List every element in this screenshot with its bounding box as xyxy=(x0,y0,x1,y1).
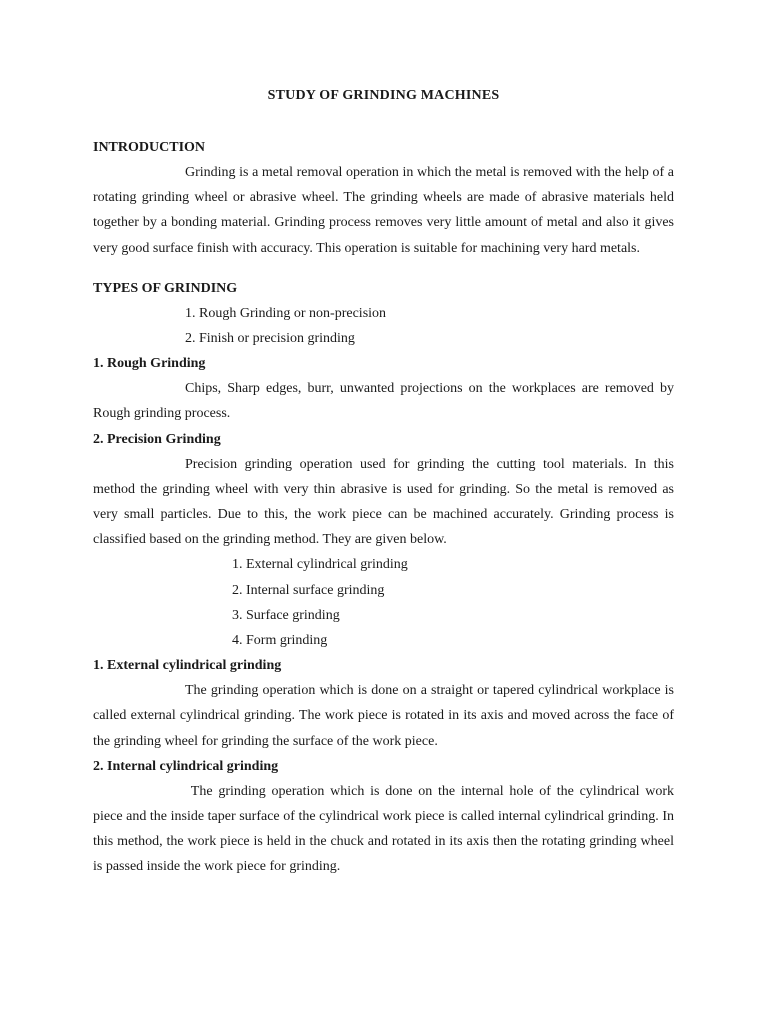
page-title: STUDY OF GRINDING MACHINES xyxy=(267,88,500,103)
internal-grinding-heading: 2. Internal cylindrical grinding xyxy=(93,758,279,774)
rough-grinding-paragraph: Chips, Sharp edges, burr, unwanted projections on the workplaces are removed by Rough grinding process. xyxy=(93,381,674,422)
intro-heading: INTRODUCTION xyxy=(93,140,206,155)
list-item: 3. Surface grinding xyxy=(232,607,340,623)
rough-grinding-heading: 1. Rough Grinding xyxy=(93,356,206,372)
intro-paragraph: Grinding is a metal removal operation in which the metal is removed with the help of a rotating grinding wheel or abrasive wheel. The grinding wheels are made of abrasive materials held together by a bonding material. Grinding process removes very little amount of metal and also it gives very good surface finish with accuracy. This operation is suitable for machining very hard metals. xyxy=(93,165,674,256)
external-grinding-paragraph: The grinding operation which is done on a straight or tapered cylindrical workplace is called external cylindrical grinding. The work piece is rotated in its axis and moved across the face of the grinding wheel for grinding the surface of the work piece. xyxy=(93,683,674,749)
list-item: 2. Finish or precision grinding xyxy=(185,331,355,347)
types-list xyxy=(93,301,674,351)
list-item: 1. Rough Grinding or non-precision xyxy=(185,305,387,321)
list-item: 1. External cylindrical grinding xyxy=(232,557,408,573)
precision-grinding-heading: 2. Precision Grinding xyxy=(93,431,221,447)
document-page xyxy=(93,86,678,880)
external-grinding-heading: 1. External cylindrical grinding xyxy=(93,658,282,674)
grinding-methods-list xyxy=(93,552,674,653)
internal-grinding-paragraph: The grinding operation which is done on the internal hole of the cylindrical work piece and the inside taper surface of the cylindrical work piece is called internal cylindrical grinding. In this method, the work piece is held in the chuck and rotated in its axis then the rotating grinding wheel is passed inside the work piece for grinding. xyxy=(93,783,678,875)
precision-grinding-paragraph: Precision grinding operation used for grinding the cutting tool materials. In this method the grinding wheel with very thin abrasive is used for grinding. So the metal is removed as very small particles. Due to this, the work piece can be machined accurately. Grinding process is classified based on the grinding method. They are given below. xyxy=(93,456,674,548)
list-item: 2. Internal surface grinding xyxy=(232,582,385,598)
list-item: 4. Form grinding xyxy=(232,633,328,649)
types-heading: TYPES OF GRINDING xyxy=(93,280,238,296)
